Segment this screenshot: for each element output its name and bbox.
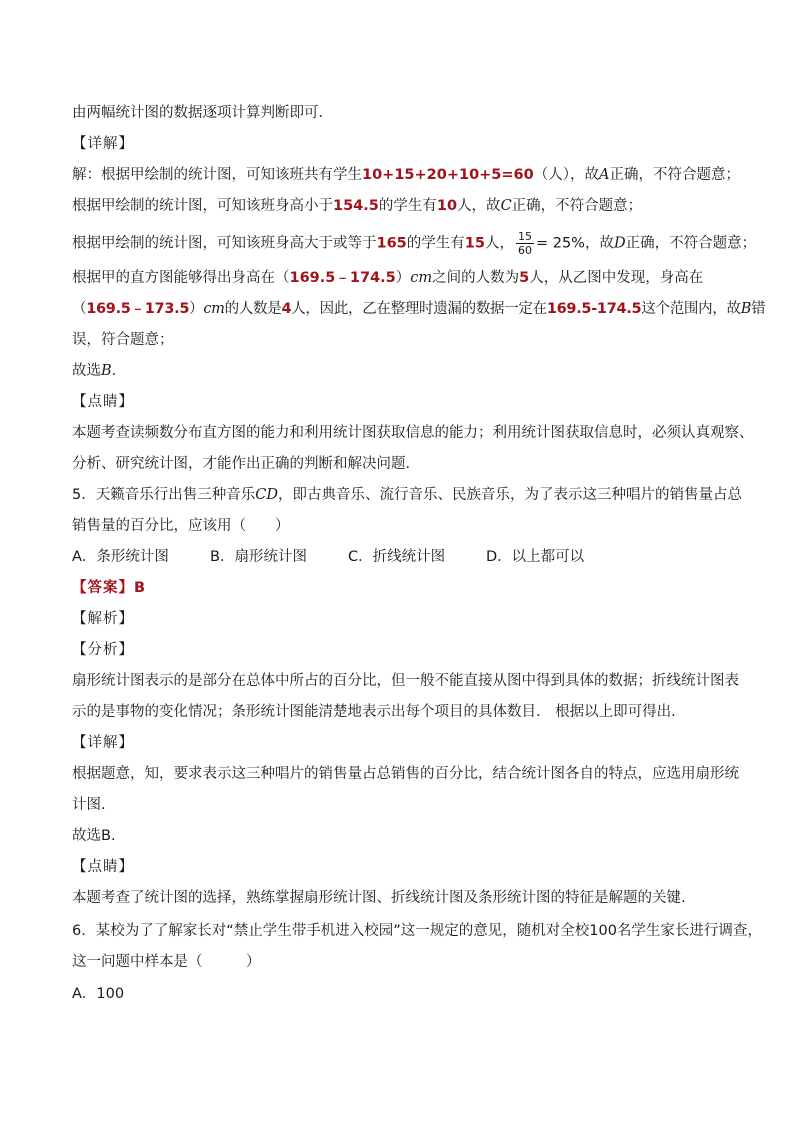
option-b: B．扇形统计图 xyxy=(210,549,307,565)
option-a: A．100 xyxy=(72,986,125,1002)
choice-line: 故选B． xyxy=(72,363,127,379)
question-5-options xyxy=(72,547,734,567)
comment-line-2: 分析、研究统计图，才能作出正确的判断和解决问题． xyxy=(72,456,420,472)
fenxi-header: 【分析】 xyxy=(72,642,134,658)
comment-header: 【点睛】 xyxy=(72,394,134,410)
detail-line-4: 根据甲的直方图能够得出身高在（169.5﹣174.5）cm之间的人数为5人，从乙图中发现，身高在 xyxy=(72,270,704,286)
question-5-stem-line-1: 5．天籁音乐行出售三种音乐CD，即古典音乐、流行音乐、民族音乐，为了表示这三种唱片的销售量占总 xyxy=(72,487,742,503)
option-d: D．以上都可以 xyxy=(486,549,585,565)
comment-header: 【点睛】 xyxy=(72,859,134,875)
fenxi-line-1: 扇形统计图表示的是部分在总体中所占的百分比，但一般不能直接从图中得到具体的数据；折线统计图表 xyxy=(72,673,739,689)
detail-line-2: 根据甲绘制的统计图，可知该班身高小于154.5的学生有10人，故C正确，不符合题意； xyxy=(72,198,643,214)
detail-line-1: 根据题意，知，要求表示这三种唱片的销售量占总销售的百分比，结合统计图各自的特点，应选用扇形统 xyxy=(72,766,739,782)
question-5-stem-line-2: 销售量的百分比，应该用（ ） xyxy=(72,518,290,534)
detail-line-1: 解：根据甲绘制的统计图，可知该班共有学生10+15+20+10+5=60（人），故A正确，不符合题意； xyxy=(72,167,740,183)
detail-header: 【详解】 xyxy=(72,735,134,751)
analysis-header: 【解析】 xyxy=(72,611,134,627)
detail-line-3: 根据甲绘制的统计图，可知该班身高大于或等于165的学生有15人， $\frac{15}{60}$ = 25%，故D正确，不符合题意； xyxy=(72,230,757,257)
comment-line-1: 本题考查读频数分布直方图的能力和利用统计图获取信息的能力；利用统计图获取信息时，必须认真观察、 xyxy=(72,425,754,441)
comment-line-1: 本题考查了统计图的选择，熟练掌握扇形统计图、折线统计图及条形统计图的特征是解题的关键. xyxy=(72,890,686,906)
choice-line: 故选B. xyxy=(72,828,116,844)
option-a: A．条形统计图 xyxy=(72,549,169,565)
fraction: $\frac{15}{60}$ xyxy=(517,230,532,257)
detail-header: 【详解】 xyxy=(72,136,134,152)
fenxi-line-2: 示的是事物的变化情况；条形统计图能清楚地表示出每个项目的具体数目． 根据以上即可得出. xyxy=(72,704,676,720)
detail-line-5: （169.5﹣173.5）cm的人数是4人，因此，乙在整理时遗漏的数据一定在169.5-174.5这个范围内，故B错 xyxy=(72,301,766,317)
option-c: C．折线统计图 xyxy=(348,549,446,565)
detail-line-6: 误，符合题意； xyxy=(72,332,174,348)
question-6-stem-line-1: 6．某校为了了解家长对“禁止学生带手机进入校园”这一规定的意见，随机对全校100名学生家长进行调查， xyxy=(72,923,762,939)
answer-label: 【答案】B xyxy=(72,580,147,596)
question-6-stem-line-2: 这一问题中样本是（ ） xyxy=(72,954,261,970)
analysis-text: 由两幅统计图的数据逐项计算判断即可． xyxy=(72,105,333,121)
detail-line-2: 计图. xyxy=(72,797,106,813)
